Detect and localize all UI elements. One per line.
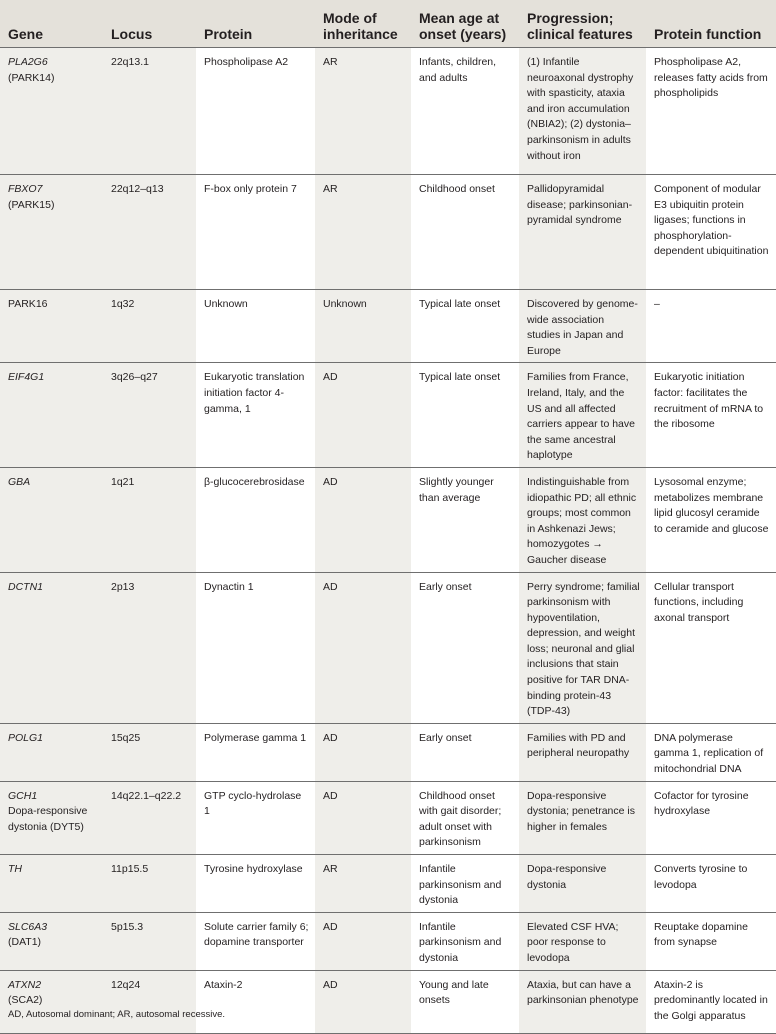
gene-symbol: TH xyxy=(8,863,22,875)
cell-progression: Discovered by genome-wide association studies in Japan and Europe xyxy=(519,290,646,363)
cell-gene xyxy=(0,48,103,175)
cell-mode: AR xyxy=(315,48,411,175)
cell-progression: Dopa-responsive dystonia; penetrance is higher in females xyxy=(519,781,646,854)
cell-mode: Unknown xyxy=(315,290,411,363)
table-row xyxy=(0,572,776,723)
gene-symbol: ATXN2 xyxy=(8,978,42,991)
cell-protein: Tyrosine hydroxylase xyxy=(196,855,315,913)
table-row xyxy=(0,290,776,363)
cell-locus: 1q32 xyxy=(103,290,196,363)
cell-age: Infants, children, and adults xyxy=(411,48,519,175)
cell-function: Ataxin-2 is predominantly located in the Golgi apparatus xyxy=(646,970,776,1033)
cell-age: Early onset xyxy=(411,723,519,781)
cell-gene xyxy=(0,723,103,781)
cell-locus: 12q24 xyxy=(103,970,196,1033)
cell-age: Childhood onset with gait disorder; adult onset with parkinsonism xyxy=(411,781,519,854)
table-row xyxy=(0,723,776,781)
cell-gene xyxy=(0,572,103,723)
header-progression: Progression; clinical features xyxy=(519,0,646,48)
cell-gene xyxy=(0,467,103,572)
cell-mode: AD xyxy=(315,363,411,468)
cell-protein: Ataxin-2 xyxy=(196,970,315,1033)
footnote: AD, Autosomal dominant; AR, autosomal recessive. xyxy=(8,1009,226,1020)
table-row xyxy=(0,467,776,572)
cell-progression: Indistinguishable from idiopathic PD; all ethnic groups; most common in Ashkenazi Jews; homozygotes → Gaucher disease xyxy=(519,467,646,572)
cell-locus: 2p13 xyxy=(103,572,196,723)
cell-locus: 14q22.1–q22.2 xyxy=(103,781,196,854)
cell-age: Young and late onsets xyxy=(411,970,519,1033)
cell-progression: Ataxia, but can have a parkinsonian phenotype xyxy=(519,970,646,1033)
gene-symbol: FBXO7 xyxy=(8,183,43,195)
table-row xyxy=(0,855,776,913)
cell-gene xyxy=(0,175,103,290)
cell-progression: Families with PD and peripheral neuropathy xyxy=(519,723,646,781)
cell-protein: Solute carrier family 6; dopamine transporter xyxy=(196,912,315,970)
cell-age: Infantile parkinsonism and dystonia xyxy=(411,912,519,970)
gene-alias: (SCA2) xyxy=(8,994,43,1007)
header-protein: Protein xyxy=(196,0,315,48)
cell-progression: Perry syndrome; familial parkinsonism with hypoventilation, depression, and weight loss; neuronal and glial inclusions that stain positive for TAR DNA-binding protein-43 (TDP-43) xyxy=(519,572,646,723)
gene-symbol: GBA xyxy=(8,475,31,488)
table-row xyxy=(0,970,776,1033)
cell-gene xyxy=(0,855,103,913)
cell-protein: GTP cyclo-hydrolase 1 xyxy=(196,781,315,854)
gene-alias: (PARK14) xyxy=(8,71,55,84)
cell-locus: 3q26–q27 xyxy=(103,363,196,468)
cell-mode: AD xyxy=(315,912,411,970)
table-row xyxy=(0,175,776,290)
cell-age: Infantile parkinsonism and dystonia xyxy=(411,855,519,913)
cell-function: Eukaryotic initiation factor: facilitates the recruitment of mRNA to the ribosome xyxy=(646,363,776,468)
cell-age: Early onset xyxy=(411,572,519,723)
cell-protein: Unknown xyxy=(196,290,315,363)
cell-progression: (1) Infantile neuroaxonal dystrophy with spasticity, ataxia and iron accumulation (NBIA2); (2) dystonia–parkinsonism in adults without iron xyxy=(519,48,646,175)
header-locus: Locus xyxy=(103,0,196,48)
cell-age: Typical late onset xyxy=(411,363,519,468)
cell-age: Slightly younger than average xyxy=(411,467,519,572)
cell-locus: 15q25 xyxy=(103,723,196,781)
header-row xyxy=(0,0,776,48)
cell-mode: AD xyxy=(315,781,411,854)
header-age: Mean age at onset (years) xyxy=(411,0,519,48)
cell-progression: Dopa-responsive dystonia xyxy=(519,855,646,913)
cell-gene xyxy=(0,970,103,1033)
table-row xyxy=(0,363,776,468)
cell-function: Cellular transport functions, including axonal transport xyxy=(646,572,776,723)
cell-protein: β-glucocerebrosidase xyxy=(196,467,315,572)
cell-mode: AR xyxy=(315,175,411,290)
cell-mode: AD xyxy=(315,723,411,781)
cell-gene xyxy=(0,290,103,363)
cell-protein: Dynactin 1 xyxy=(196,572,315,723)
table-row xyxy=(0,912,776,970)
table-row xyxy=(0,48,776,175)
header-mode: Mode of inheritance xyxy=(315,0,411,48)
cell-function: Lysosomal enzyme; metabolizes membrane lipid glucosyl ceramide to ceramide and glucose xyxy=(646,467,776,572)
cell-function: Phospholipase A2, releases fatty acids from phospholipids xyxy=(646,48,776,175)
cell-age: Typical late onset xyxy=(411,290,519,363)
table-row xyxy=(0,781,776,854)
cell-protein: Phospholipase A2 xyxy=(196,48,315,175)
cell-function: Component of modular E3 ubiquitin protein ligases; functions in phosphorylation-dependent ubiquitination xyxy=(646,175,776,290)
cell-protein: F-box only protein 7 xyxy=(196,175,315,290)
cell-protein: Eukaryotic translation initiation factor 4-gamma, 1 xyxy=(196,363,315,468)
gene-symbol: DCTN1 xyxy=(8,580,44,593)
gene-alias: Dopa-responsive dystonia (DYT5) xyxy=(8,805,88,833)
gene-symbol: SLC6A3 xyxy=(8,920,48,933)
cell-mode: AD xyxy=(315,467,411,572)
cell-mode: AD xyxy=(315,970,411,1033)
cell-mode: AD xyxy=(315,572,411,723)
gene-symbol: PARK16 xyxy=(8,298,48,310)
cell-age: Childhood onset xyxy=(411,175,519,290)
cell-function: Converts tyrosine to levodopa xyxy=(646,855,776,913)
cell-locus: 11p15.5 xyxy=(103,855,196,913)
gene-symbol: EIF4G1 xyxy=(8,371,45,384)
cell-locus: 22q13.1 xyxy=(103,48,196,175)
cell-locus: 5p15.3 xyxy=(103,912,196,970)
cell-mode: AR xyxy=(315,855,411,913)
cell-locus: 1q21 xyxy=(103,467,196,572)
cell-gene xyxy=(0,363,103,468)
cell-function: Cofactor for tyrosine hydroxylase xyxy=(646,781,776,854)
gene-symbol: PLA2G6 xyxy=(8,56,48,68)
header-function: Protein function xyxy=(646,0,776,48)
cell-function: DNA polymerase gamma 1, replication of mitochondrial DNA xyxy=(646,723,776,781)
cell-locus: 22q12–q13 xyxy=(103,175,196,290)
cell-gene xyxy=(0,912,103,970)
cell-progression: Pallidopyramidal disease; parkinsonian-pyramidal syndrome xyxy=(519,175,646,290)
cell-gene xyxy=(0,781,103,854)
cell-progression: Elevated CSF HVA; poor response to levodopa xyxy=(519,912,646,970)
header-gene: Gene xyxy=(0,0,103,48)
cell-function: – xyxy=(646,290,776,363)
gene-alias: (DAT1) xyxy=(8,936,42,949)
gene-alias: (PARK15) xyxy=(8,198,55,211)
cell-function: Reuptake dopamine from synapse xyxy=(646,912,776,970)
cell-protein: Polymerase gamma 1 xyxy=(196,723,315,781)
gene-symbol: GCH1 xyxy=(8,789,38,802)
gene-symbol: POLG1 xyxy=(8,731,44,744)
cell-progression: Families from France, Ireland, Italy, and the US and all affected carriers appear to have the same ancestral haplotype xyxy=(519,363,646,468)
